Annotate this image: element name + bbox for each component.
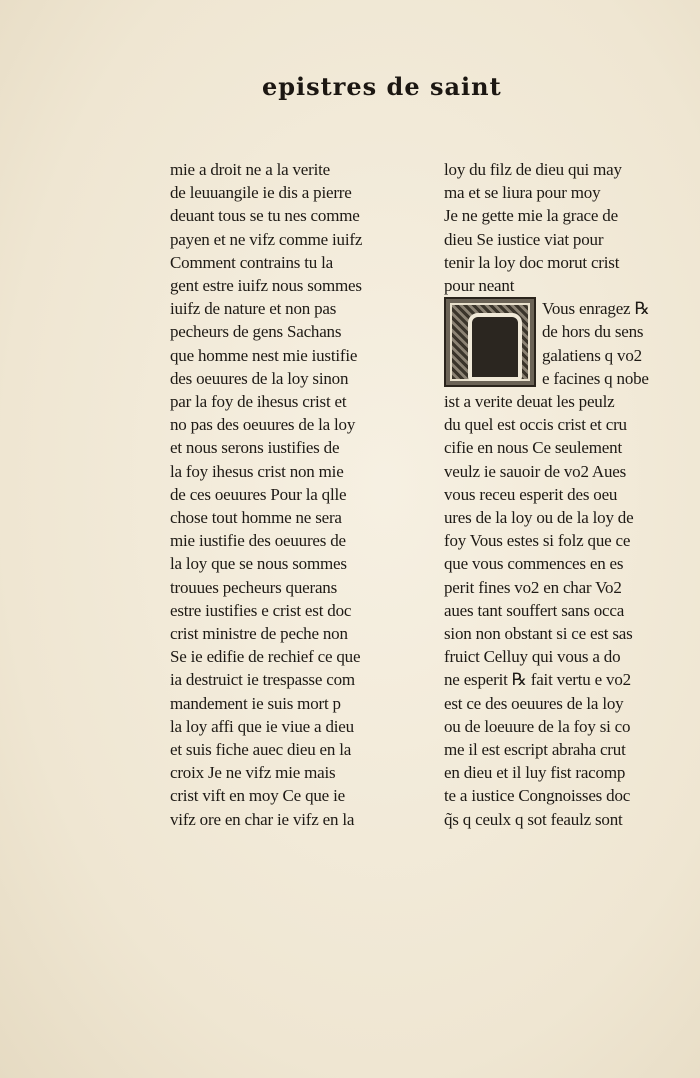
text-line: pour neant xyxy=(444,276,515,296)
text-line: de hors du sens xyxy=(542,322,644,342)
text-line: galatiens q vo2 xyxy=(542,345,642,365)
text-line: pecheurs de gens Sachans xyxy=(170,322,342,342)
text-line: estre iustifies e crist est doc xyxy=(170,600,352,620)
text-line: loy du filz de dieu qui may xyxy=(444,160,622,179)
text-line: te a iustice Congnoisses doc xyxy=(444,786,631,806)
text-line: aues tant souffert sans occa xyxy=(444,600,625,620)
text-line: mandement ie suis mort p xyxy=(170,693,341,713)
text-line: dieu Se iustice viat pour xyxy=(444,229,604,249)
text-line: chose tout homme ne sera xyxy=(170,508,342,528)
text-line: la loy que se nous sommes xyxy=(170,554,347,574)
text-line: iuifz de nature et non pas xyxy=(170,299,337,319)
text-line: me il est escript abraha crut xyxy=(444,740,626,760)
text-line: par la foy de ihesus crist et xyxy=(170,392,347,412)
text-line: que homme nest mie iustifie xyxy=(170,345,358,365)
decorated-initial-block xyxy=(444,297,684,390)
text-line: Se ie edifie de rechief ce que xyxy=(170,647,361,667)
text-line: croix Je ne vifz mie mais xyxy=(170,763,336,783)
text-line: cifie en nous Ce seulement xyxy=(444,438,622,458)
text-line: Je ne gette mie la grace de xyxy=(444,206,618,226)
text-line: crist ministre de peche non xyxy=(170,624,348,644)
text-line: et nous serons iustifies de xyxy=(170,438,340,458)
text-line: perit fines vo2 en char Vo2 xyxy=(444,577,622,597)
text-line: de ces oeuures Pour la qlle xyxy=(170,484,347,504)
text-line: en dieu et il luy fist racomp xyxy=(444,763,626,783)
left-text-column xyxy=(170,158,415,831)
running-title: epistres de saint xyxy=(262,72,502,101)
text-line: trouues pecheurs querans xyxy=(170,577,338,597)
text-line: veulz ie sauoir de vo2 Aues xyxy=(444,461,627,481)
text-line: que vous commences en es xyxy=(444,554,624,574)
text-line: est ce des oeuures de la loy xyxy=(444,693,624,713)
text-line: du quel est occis crist et cru xyxy=(444,415,627,435)
text-line: foy Vous estes si folz que ce xyxy=(444,531,631,551)
text-line: deuant tous se tu nes comme xyxy=(170,206,360,226)
text-line: vous receu esperit des oeu xyxy=(444,484,618,504)
text-line: mie a droit ne a la verite xyxy=(170,160,331,179)
text-line: no pas des oeuures de la loy xyxy=(170,415,356,435)
decorated-initial-v-icon xyxy=(444,297,536,387)
text-line: et suis fiche auec dieu en la xyxy=(170,740,352,760)
text-line: vifz ore en char ie vifz en la xyxy=(170,809,355,829)
text-line: Vous enragez ℞ xyxy=(542,299,650,319)
text-line: gent estre iuifz nous sommes xyxy=(170,276,362,296)
text-line: mie iustifie des oeuures de xyxy=(170,531,346,551)
text-line: de leuuangile ie dis a pierre xyxy=(170,183,352,203)
text-line: la loy affi que ie viue a dieu xyxy=(170,716,354,736)
text-line: des oeuures de la loy sinon xyxy=(170,368,349,388)
text-line: ist a verite deuat les peulz xyxy=(444,392,615,412)
text-line: q̃s q ceulx q sot feaulz sont xyxy=(444,809,623,829)
text-line: payen et ne vifz comme iuifz xyxy=(170,229,363,249)
text-line: crist vift en moy Ce que ie xyxy=(170,786,345,806)
text-line: sion non obstant si ce est sas xyxy=(444,624,633,644)
text-line: tenir la loy doc morut crist xyxy=(444,252,620,272)
text-line: fruict Celluy qui vous a do xyxy=(444,647,621,667)
text-line: ne esperit ℞ fait vertu e vo2 xyxy=(444,670,631,690)
text-line: ou de loeuure de la foy si co xyxy=(444,716,631,736)
text-line: ma et se liura pour moy xyxy=(444,183,601,203)
text-line: ia destruict ie trespasse com xyxy=(170,670,355,690)
text-line: Comment contrains tu la xyxy=(170,252,334,272)
text-line: la foy ihesus crist non mie xyxy=(170,461,344,481)
right-text-column xyxy=(444,158,684,831)
text-line: e facines q nobe xyxy=(542,368,649,388)
text-line: ures de la loy ou de la loy de xyxy=(444,508,634,528)
